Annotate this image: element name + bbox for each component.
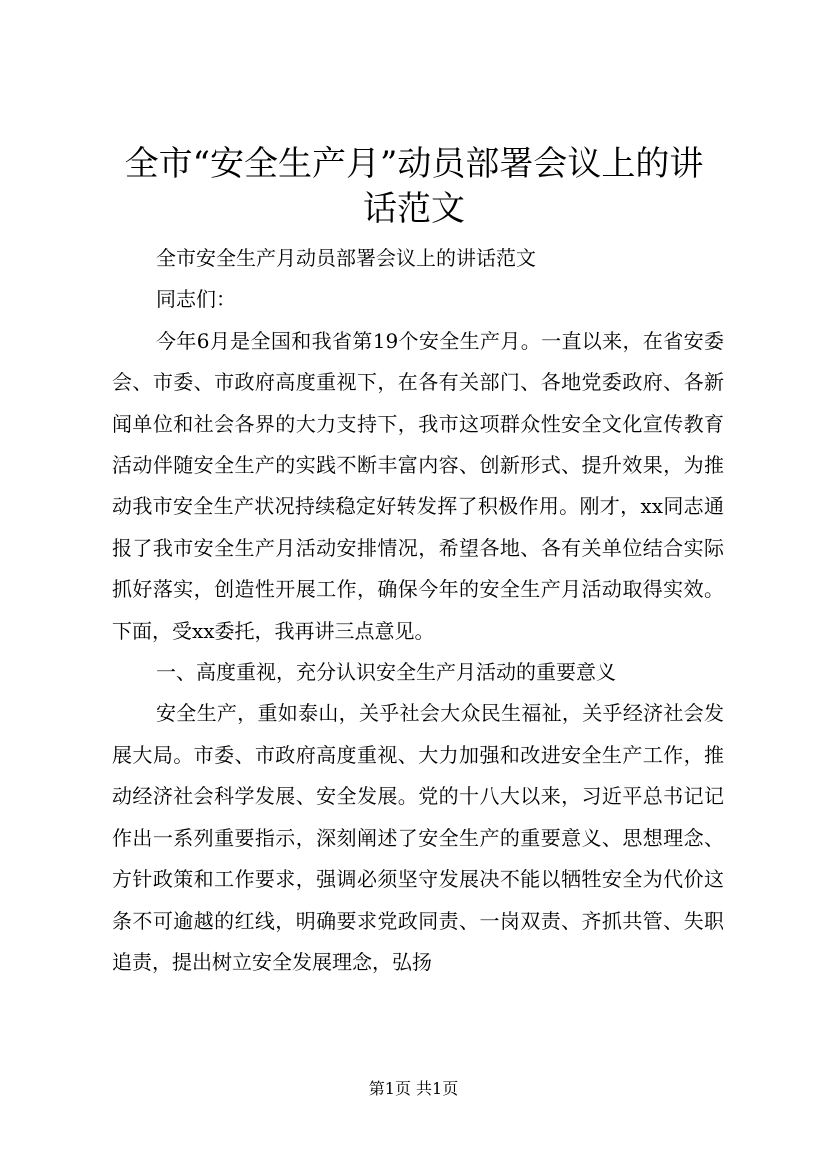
paragraph-section-1: 安全生产，重如泰山，关乎社会大众民生福祉，关乎经济社会发展大局。市委、市政府高度重视、大力加强和改进安全生产工作，推动经济社会科学发展、安全发展。党的十八大以来，习近平总书记记作出一系列重要指示，深刻阐述了安全生产的重要意义、思想理念、方针政策和工作要求，强调必须坚守发展决不能以牺牲安全为代价这条不可逾越的红线，明确要求党政同责、一岗双责、齐抓共管、失职追责，提出树立安全发展理念，弘扬 <box>112 701 724 974</box>
paragraph-salutation: 同志们： <box>156 287 236 312</box>
page-number-label: 第1页 共1页 <box>368 1079 459 1098</box>
paragraph-intro: 今年6月是全国和我省第19个安全生产月。一直以来，在省安委会、市委、市政府高度重视下，在各有关部门、各地党委政府、各新闻单位和社会各界的大力支持下，我市这项群众性安全文化宣传教育活动伴随安全生产的实践不断丰富内容、创新形式、提升效果，为推动我市安全生产状况持续稳定好转发挥了积极作用。刚才，xx同志通报了我市安全生产月活动安排情况，希望各地、各有关单位结合实际抓好落实，创造性开展工作，确保今年的安全生产月活动取得实效。下面，受xx委托，我再讲三点意见。 <box>112 328 724 643</box>
paragraph-subtitle: 全市安全生产月动员部署会议上的讲话范文 <box>156 246 536 270</box>
section-heading-1: 一、高度重视，充分认识安全生产月活动的重要意义 <box>156 660 616 685</box>
page-footer <box>0 1079 827 1099</box>
document-body <box>112 238 724 983</box>
document-title: 全市“安全生产月”动员部署会议上的讲话范文 <box>124 144 704 229</box>
